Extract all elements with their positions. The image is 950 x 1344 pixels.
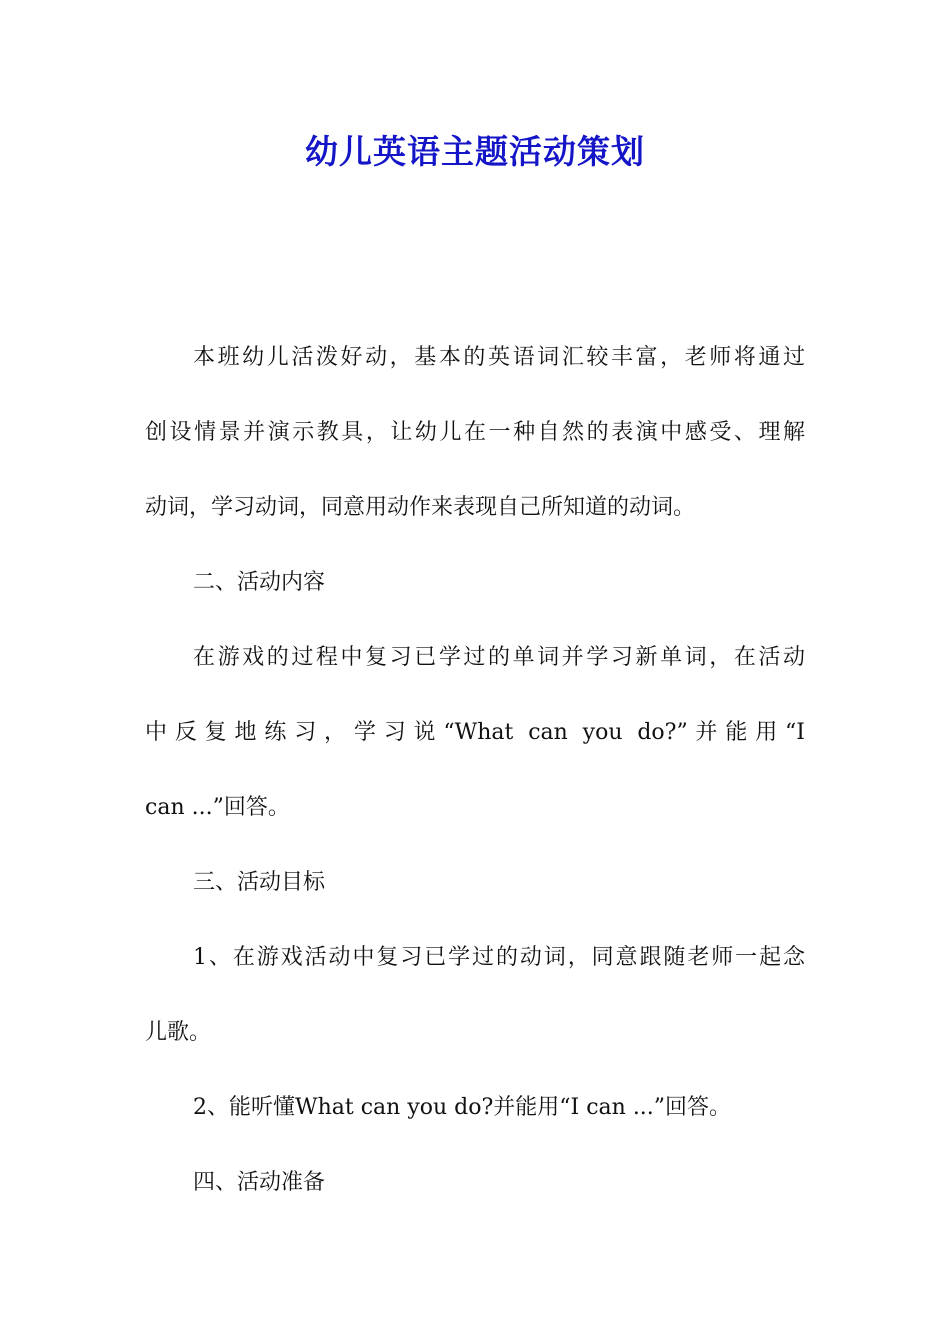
section-heading: 四、活动准备: [193, 1170, 326, 1195]
paragraph-line: 创设情景并演示教具，让幼儿在一种自然的表演中感受、理解: [145, 420, 805, 445]
section-heading: 三、活动目标: [193, 870, 326, 895]
paragraph-line: 1、在游戏活动中复习已学过的动词，同意跟随老师一起念: [193, 945, 805, 970]
paragraph-line: 2、能听懂What can you do?并能用“I can ...”回答。: [193, 1095, 732, 1120]
paragraph-line: 儿歌。: [145, 1020, 212, 1045]
document-title: 幼儿英语主题活动策划: [305, 132, 645, 171]
paragraph-line: 中反复地练习，学习说“What can you do?”并能用“I: [145, 720, 805, 745]
paragraph-line: 在游戏的过程中复习已学过的单词并学习新单词，在活动: [193, 645, 805, 670]
section-heading: 二、活动内容: [193, 570, 326, 595]
paragraph-line: 本班幼儿活泼好动，基本的英语词汇较丰富，老师将通过: [193, 345, 805, 370]
paragraph-line: 动词，学习动词，同意用动作来表现自己所知道的动词。: [145, 495, 696, 520]
paragraph-line: can ...”回答。: [145, 795, 290, 820]
